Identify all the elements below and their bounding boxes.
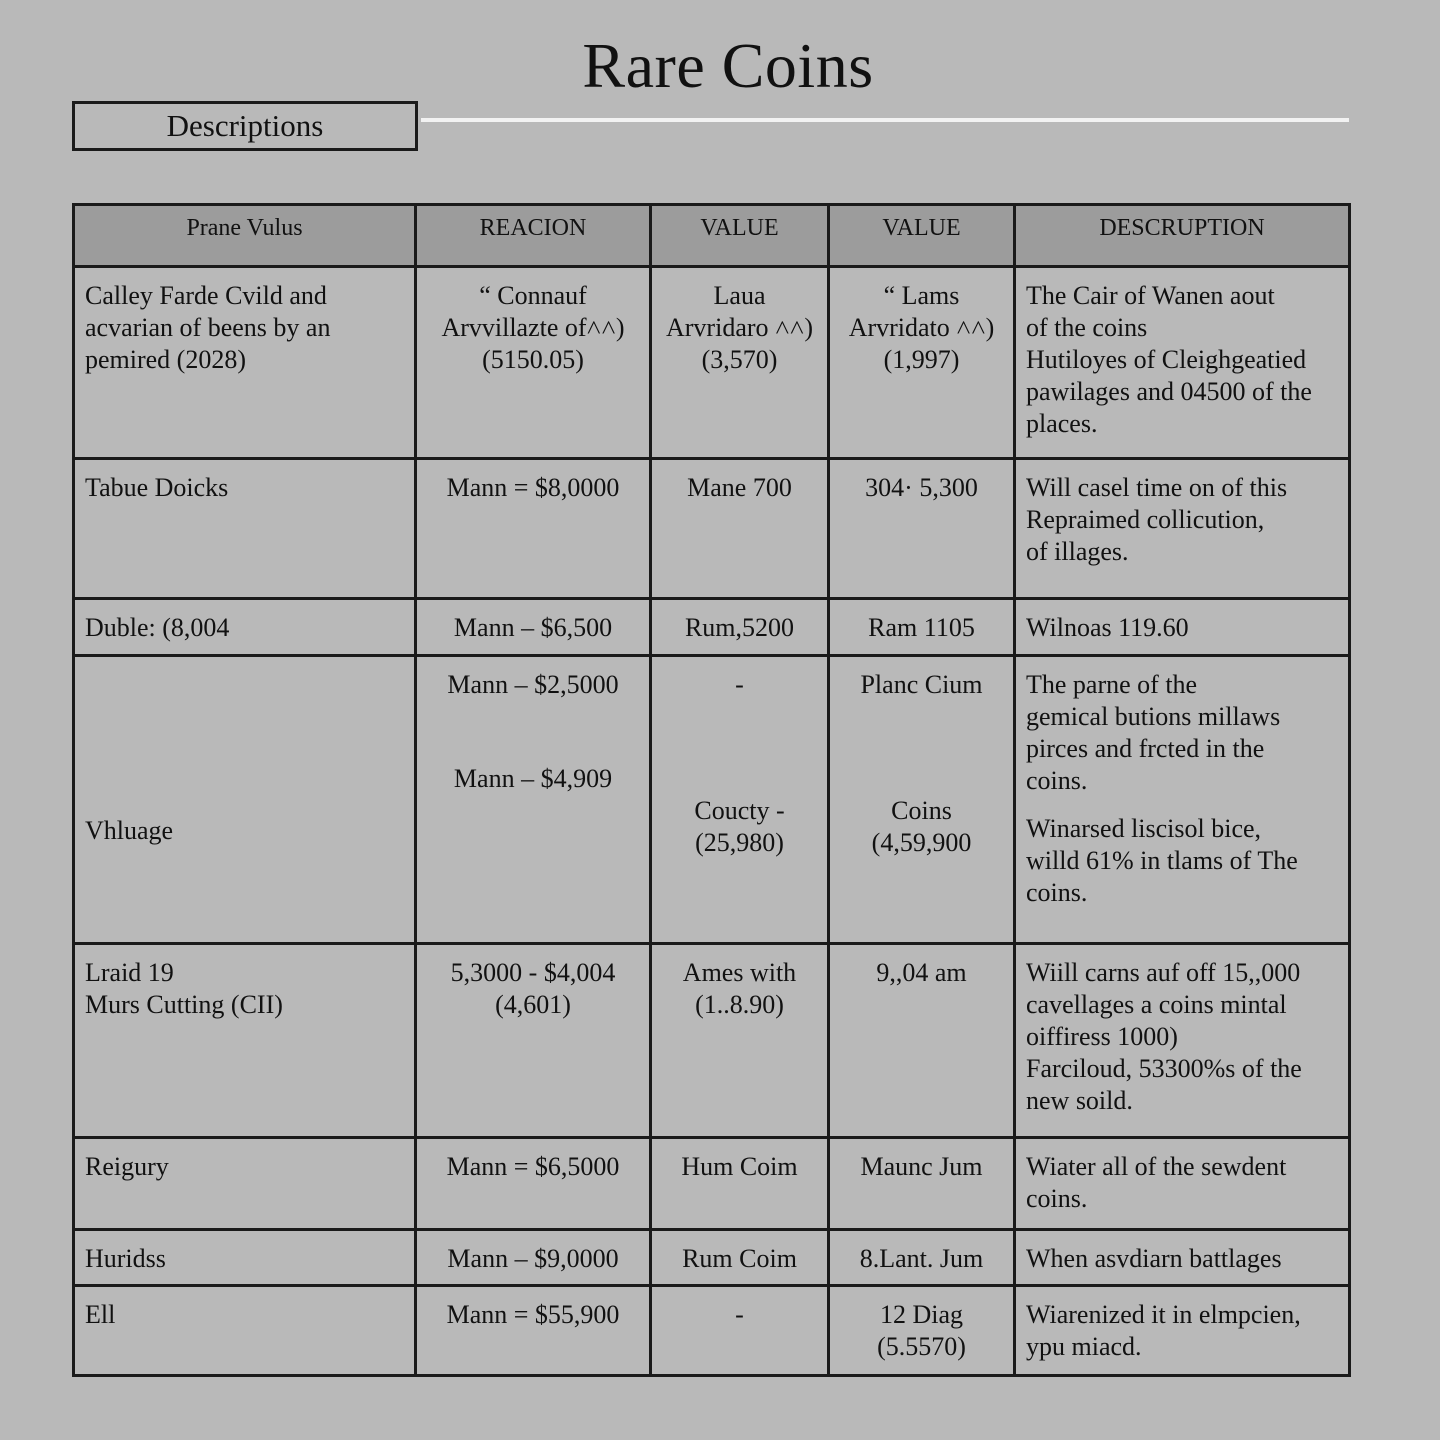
table-cell: Wilnoas 119.60 (1015, 599, 1350, 656)
table-row (74, 1230, 1350, 1286)
table-cell (651, 656, 829, 944)
table-row (74, 267, 1350, 459)
cell-line: Planc Cium (860, 670, 983, 699)
table-row (74, 599, 1350, 656)
table-cell (1015, 656, 1350, 944)
table-cell: 5,3000 - $4,004 (4,601) (416, 944, 651, 1138)
section-label-box: Descriptions (72, 101, 418, 151)
cell-line: Mann – $2,5000 (447, 670, 619, 699)
column-header-description: DESCRUPTION (1015, 205, 1350, 267)
table-cell: Will casel time on of this Repraimed collicution, of illages. (1015, 459, 1350, 599)
page-title: Rare Coins (582, 30, 874, 101)
coins-table (72, 203, 1351, 1377)
table-cell: Ram 1105 (829, 599, 1015, 656)
cell-line: Coins (4,59,900 (871, 796, 972, 857)
table-cell: Rum Coim (651, 1230, 829, 1286)
table-cell: Wiill carns auf off 15,,000 cavellages a coins mintal oiffiress 1000) Farciloud, 53300%s of the new soild. (1015, 944, 1350, 1138)
table-cell: Mane 700 (651, 459, 829, 599)
cell-line: - (735, 670, 744, 699)
table-cell: Mann – $6,500 (416, 599, 651, 656)
table-cell: Tabue Doicks (74, 459, 416, 599)
table-cell: Mann = $6,5000 (416, 1138, 651, 1230)
table-row (74, 944, 1350, 1138)
table-cell: Huridss (74, 1230, 416, 1286)
table-cell: “ Lams Arvridato ˄˄) (1,997) (829, 267, 1015, 459)
table-cell: Hum Coim (651, 1138, 829, 1230)
table-cell: Maunc Jum (829, 1138, 1015, 1230)
table-cell: Duble: (8,004 (74, 599, 416, 656)
table-cell: Laua Arvridaro ˄˄) (3,570) (651, 267, 829, 459)
table-cell: “ Connauf Arvvillazte of˄˄) (5150.05) (416, 267, 651, 459)
table-cell: When asvdiarn battlages (1015, 1230, 1350, 1286)
table-cell: Wiater all of the sewdent coins. (1015, 1138, 1350, 1230)
table-row (74, 1138, 1350, 1230)
table-cell: Reigury (74, 1138, 416, 1230)
table-cell: 8.Lant. Jum (829, 1230, 1015, 1286)
table-cell: Rum,5200 (651, 599, 829, 656)
column-header-value-2: VALUE (829, 205, 1015, 267)
table-header-row (74, 205, 1350, 267)
table-row (74, 656, 1350, 944)
table-cell (829, 656, 1015, 944)
table-cell: - (651, 1286, 829, 1376)
table-cell: Calley Farde Cvild and acvarian of beens by an pemired (2028) (74, 267, 416, 459)
table-cell: 9,,04 am (829, 944, 1015, 1138)
table-row (74, 459, 1350, 599)
row-label: Vhluage (85, 816, 174, 845)
table-cell: Wiarenized it in elmpcien, ypu miacd. (1015, 1286, 1350, 1376)
table-cell: Lraid 19 Murs Cutting (CII) (74, 944, 416, 1138)
table-cell: Ell (74, 1286, 416, 1376)
cell-line: Mann – $4,909 (453, 764, 613, 793)
table-cell: 304· 5,300 (829, 459, 1015, 599)
cell-line: Coucty - (25,980) (694, 796, 785, 857)
column-header-reacion: REACION (416, 205, 651, 267)
cell-line: Winarsed liscisol bice, willd 61% in tlams of The coins. (1026, 814, 1298, 907)
table-cell (416, 656, 651, 944)
table-cell: The Cair of Wanen aout of the coins Hutiloyes of Cleighgeatied pawilages and 04500 of the places. (1015, 267, 1350, 459)
table-cell: Mann – $9,0000 (416, 1230, 651, 1286)
column-header-value-1: VALUE (651, 205, 829, 267)
cell-line: The parne of the gemical butions millaws pirces and frcted in the coins. (1026, 670, 1281, 795)
column-header-name: Prane Vulus (74, 205, 416, 267)
table-row (74, 1286, 1350, 1376)
table-cell: Mann = $55,900 (416, 1286, 651, 1376)
section-divider (421, 118, 1349, 122)
table-cell (74, 656, 416, 944)
table-cell: 12 Diag (5.5570) (829, 1286, 1015, 1376)
table-cell: Mann = $8,0000 (416, 459, 651, 599)
table-cell: Ames with (1..8.90) (651, 944, 829, 1138)
